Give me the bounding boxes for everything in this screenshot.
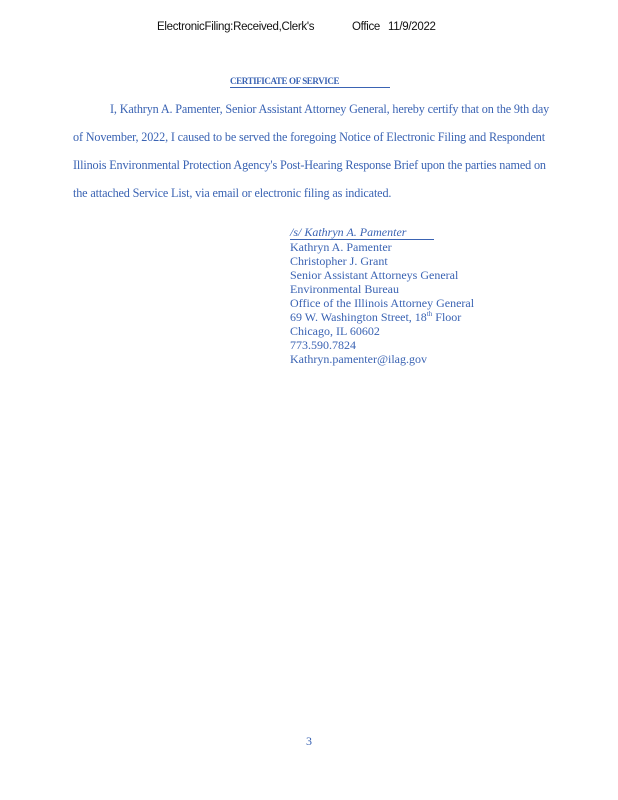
signer-email: Kathryn.pamenter@ilag.gov xyxy=(290,352,428,366)
stamp-office-date xyxy=(352,21,436,33)
signer-city: Chicago, IL 60602 xyxy=(290,324,380,338)
page-number: 3 xyxy=(306,734,312,748)
signer-street-address xyxy=(290,310,550,324)
street-prefix: 69 W. Washington Street, 18 xyxy=(290,310,427,324)
signer-office: Office of the Illinois Attorney General xyxy=(290,296,475,310)
street-ordinal: th xyxy=(426,310,433,318)
certificate-heading: CERTIFICATE OF SERVICE xyxy=(230,75,390,88)
stamp-office: Office xyxy=(352,21,381,33)
stamp-filing-text: ElectronicFiling:Received,Clerk's xyxy=(157,21,315,33)
signer-name-2: Christopher J. Grant xyxy=(290,254,388,268)
certificate-paragraph: I, Kathryn A. Pamenter, Senior Assistant Attorney General, hereby certify that on the 9th day of November, 2022, I caused to be served the foregoing Notice of Electronic Filing and Respondent Illinois Environmental Protection Agency's Post-Hearing Response Brief upon the parties named on the attached Service List, via email or electronic filing as indicated. xyxy=(73,102,550,200)
signer-title: Senior Assistant Attorneys General xyxy=(290,268,459,282)
signature-block xyxy=(290,225,550,366)
certificate-body xyxy=(73,95,553,207)
signer-name-1: Kathryn A. Pamenter xyxy=(290,240,392,254)
signer-bureau: Environmental Bureau xyxy=(290,282,399,296)
stamp-date: 11/9/2022 xyxy=(388,21,436,33)
electronic-signature: /s/ Kathryn A. Pamenter xyxy=(290,225,434,240)
street-suffix: Floor xyxy=(432,310,462,324)
signer-phone: 773.590.7824 xyxy=(290,338,356,352)
